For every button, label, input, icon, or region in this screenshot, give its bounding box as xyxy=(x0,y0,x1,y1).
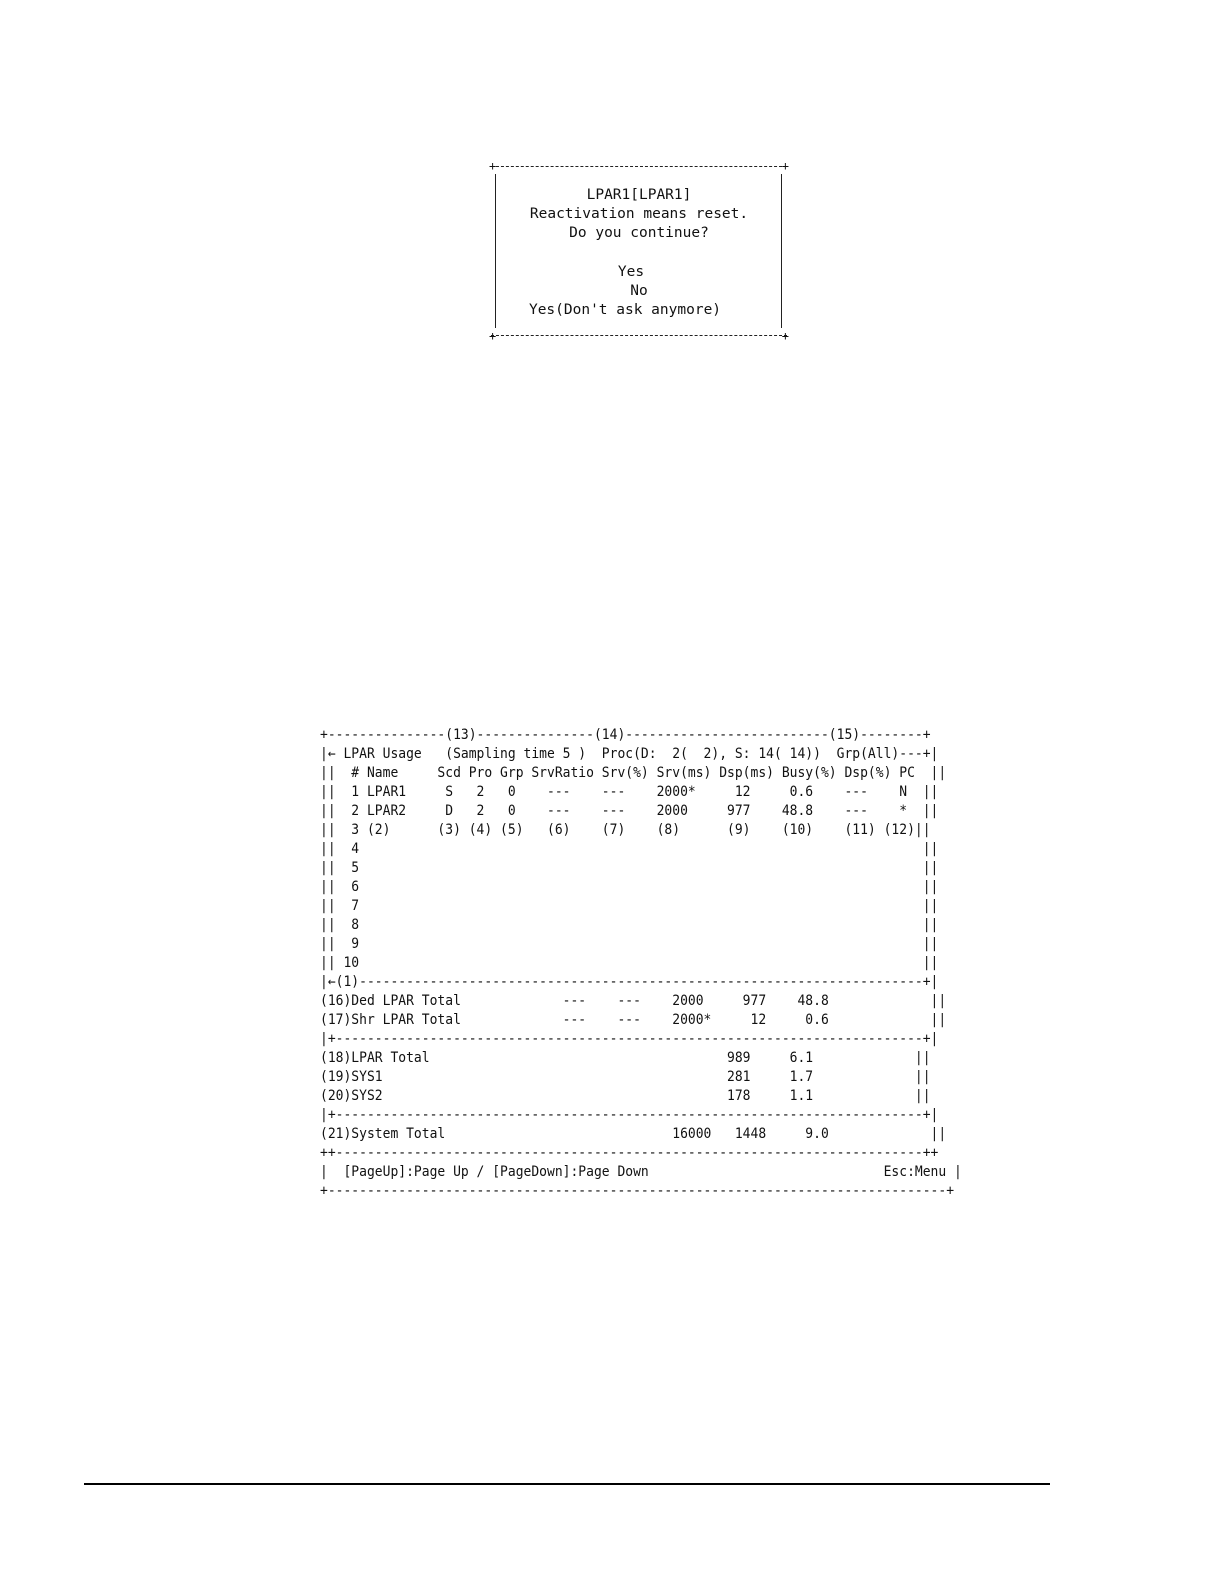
dialog-corner: + xyxy=(781,329,789,343)
table-row: || 6 || xyxy=(320,879,939,895)
dialog-message: Reactivation means reset. xyxy=(529,206,749,222)
separator-3: |+---------------------------------------------------------------------------+| xyxy=(320,1107,939,1123)
page-footer-rule xyxy=(84,1483,1050,1485)
lpar-usage-screen xyxy=(320,726,962,1206)
system-total: (21)System Total 16000 1448 9.0 || xyxy=(320,1126,947,1142)
dialog-corner: + xyxy=(489,329,497,343)
yes-option[interactable]: Yes xyxy=(617,264,645,280)
header-line: |← LPAR Usage (Sampling time 5 ) Proc(D: 2( 2), S: 14( 14)) Grp(All)---+| xyxy=(320,746,939,762)
table-row[interactable]: || 1 LPAR1 S 2 0 --- --- 2000* 12 0.6 --- N || xyxy=(320,784,939,800)
table-row: || 5 || xyxy=(320,860,939,876)
bottom-border: +-------------------------------------------------------------------------------+ xyxy=(320,1183,955,1199)
dialog-question: Do you continue? xyxy=(569,225,709,241)
dialog-title: LPAR1[LPAR1] xyxy=(586,187,692,203)
sys2-row: (20)SYS2 178 1.1 || xyxy=(320,1088,931,1104)
table-row: || 7 || xyxy=(320,898,939,914)
separator-4: ++---------------------------------------------------------------------------++ xyxy=(320,1145,939,1161)
dialog-corner: + xyxy=(781,159,789,173)
table-row: || 9 || xyxy=(320,936,939,952)
separator-2: |+---------------------------------------------------------------------------+| xyxy=(320,1031,939,1047)
dialog-corner: + xyxy=(489,159,497,173)
help-line[interactable]: | [PageUp]:Page Up / [PageDown]:Page Down Esc:Menu | xyxy=(320,1164,962,1180)
separator-1: |←(1)------------------------------------------------------------------------+| xyxy=(320,974,939,990)
table-row: || 4 || xyxy=(320,841,939,857)
shr-lpar-total: (17)Shr LPAR Total --- --- 2000* 12 0.6 || xyxy=(320,1012,947,1028)
lpar-total: (18)LPAR Total 989 6.1 || xyxy=(320,1050,931,1066)
column-headers: || # Name Scd Pro Grp SrvRatio Srv(%) Srv(ms) Dsp(ms) Busy(%) Dsp(%) PC || xyxy=(320,765,947,781)
ded-lpar-total: (16)Ded LPAR Total --- --- 2000 977 48.8 || xyxy=(320,993,947,1009)
top-border: +---------------(13)---------------(14)--------------------------(15)--------+ xyxy=(320,727,931,743)
yes-dont-ask-option[interactable]: Yes(Don't ask anymore) xyxy=(528,302,722,318)
table-row: || 8 || xyxy=(320,917,939,933)
sys1-row: (19)SYS1 281 1.7 || xyxy=(320,1069,931,1085)
reactivation-dialog xyxy=(489,159,789,343)
no-option[interactable]: No xyxy=(630,283,648,299)
table-row: || 3 (2) (3) (4) (5) (6) (7) (8) (9) (10) (11) (12)|| xyxy=(320,822,931,838)
table-row[interactable]: || 2 LPAR2 D 2 0 --- --- 2000 977 48.8 --- * || xyxy=(320,803,939,819)
table-row: || 10 || xyxy=(320,955,939,971)
